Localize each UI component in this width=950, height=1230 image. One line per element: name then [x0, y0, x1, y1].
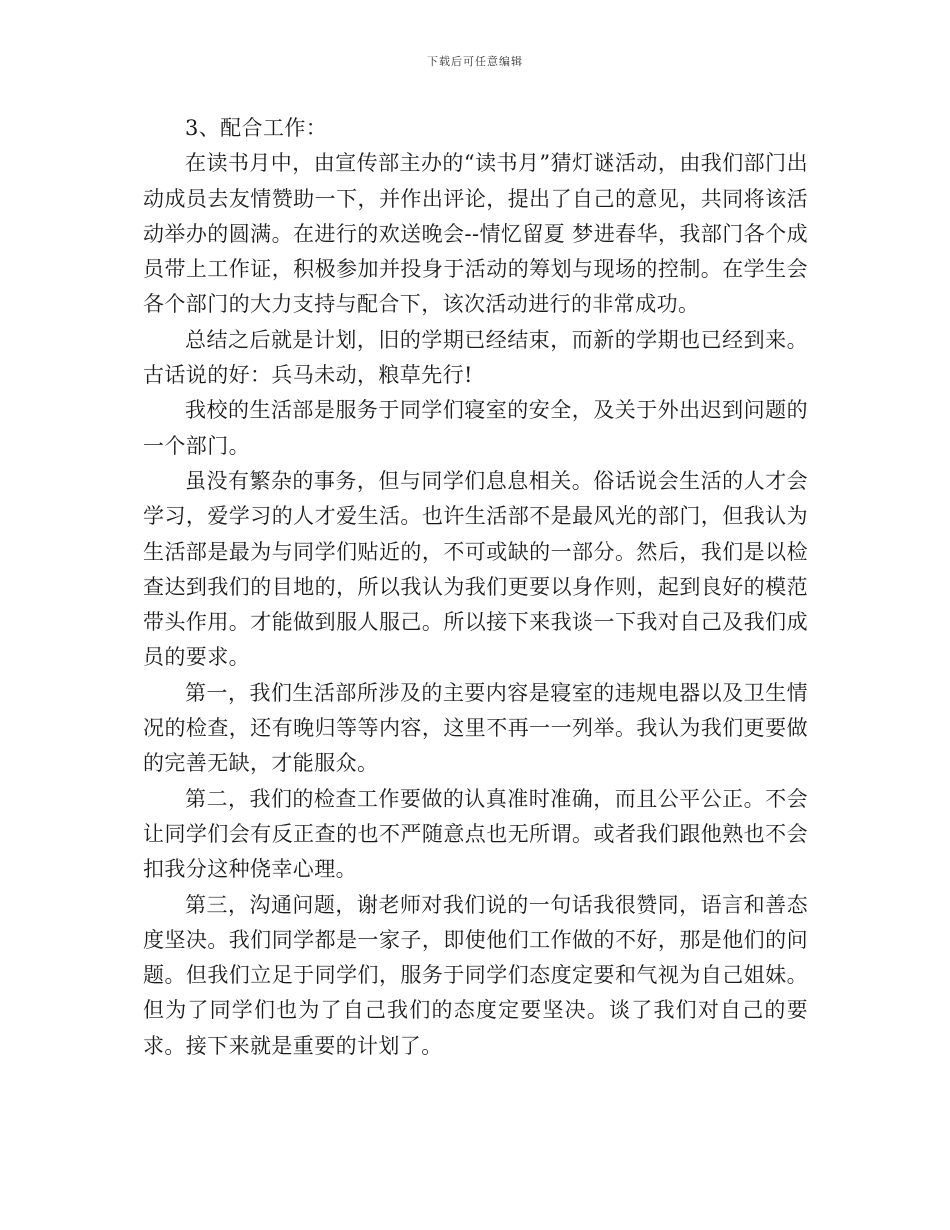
paragraph-first-point: 第一，我们生活部所涉及的主要内容是寝室的违规电器以及卫生情况的检查，还有晚归等等内容，这里不再一一列举。我认为我们更要做的完善无缺，才能服众。: [143, 680, 808, 776]
paragraph-summary-plan: 总结之后就是计划，旧的学期已经结束，而新的学期也已经到来。古话说的好：兵马未动，粮草先行!: [143, 327, 808, 388]
paragraph-department-role: 虽没有繁杂的事务，但与同学们息息相关。俗话说会生活的人才会学习，爱学习的人才爱生活。也许生活部不是最风光的部门，但我认为生活部是最为与同学们贴近的，不可或缺的一部分。然后，我们是以检查达到我们的目地的，所以我认为我们更要以身作则，起到良好的模范带头作用。才能做到服人服己。所以接下来我谈一下我对自己及我们成员的要求。: [143, 468, 808, 670]
page-header-note: 下载后可任意编辑: [427, 55, 523, 68]
paragraph-second-point: 第二，我们的检查工作要做的认真准时准确，而且公平公正。不会让同学们会有反正查的也不严随意点也无所谓。或者我们跟他熟也不会扣我分这种侥幸心理。: [143, 786, 808, 882]
document-body: [143, 111, 808, 1064]
section-heading: 3、配合工作：: [185, 116, 328, 140]
paragraph-reading-month: 在读书月中，由宣传部主办的“读书月”猜灯谜活动，由我们部门出动成员去友情赞助一下，并作出评论，提出了自己的意见，共同将该活动举办的圆满。在进行的欢送晚会--情忆留夏 梦进春华，我部门各个成员带上工作证，积极参加并投身于活动的筹划与现场的控制。在学生会各个部门的大力支持与配合下，该次活动进行的非常成功。: [143, 151, 808, 317]
paragraph-department-intro: 我校的生活部是服务于同学们寝室的安全，及关于外出迟到问题的一个部门。: [143, 398, 808, 458]
paragraph-third-point: 第三，沟通问题，谢老师对我们说的一句话我很赞同，语言和善态度坚决。我们同学都是一家子，即使他们工作做的不好，那是他们的问题。但我们立足于同学们，服务于同学们态度定要和气视为自己姐妹。但为了同学们也为了自己我们的态度定要坚决。谈了我们对自己的要求。接下来就是重要的计划了。: [143, 892, 808, 1058]
